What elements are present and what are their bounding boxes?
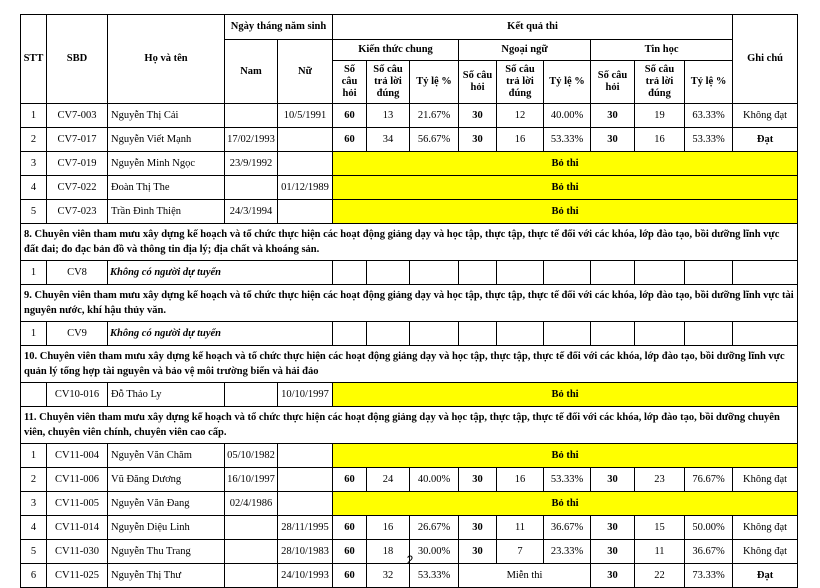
female-dob-cell bbox=[278, 468, 333, 492]
score-cell: 21.67% bbox=[410, 104, 459, 128]
stt-cell: 4 bbox=[21, 516, 47, 540]
score-cell: 23.33% bbox=[544, 540, 591, 564]
sbd-cell: CV7-003 bbox=[47, 104, 108, 128]
note-cell: Đạt bbox=[733, 564, 798, 588]
name-cell: Nguyễn Văn Chăm bbox=[108, 444, 225, 468]
score-cell: 56.67% bbox=[410, 128, 459, 152]
table-row bbox=[21, 516, 798, 540]
table-row bbox=[21, 492, 798, 516]
header-female: Nữ bbox=[278, 40, 333, 104]
header-male: Nam bbox=[225, 40, 278, 104]
score-cell: 60 bbox=[333, 128, 367, 152]
score-cell: 30 bbox=[591, 540, 635, 564]
female-dob-cell: 10/5/1991 bbox=[278, 104, 333, 128]
score-cell: 30 bbox=[459, 516, 497, 540]
score-cell: 53.33% bbox=[685, 128, 733, 152]
name-cell: Nguyễn Văn Đang bbox=[108, 492, 225, 516]
results-table bbox=[20, 14, 798, 588]
header-subject-it: Tin học bbox=[591, 40, 733, 61]
table-row bbox=[21, 383, 798, 407]
header-sbd: SBD bbox=[47, 15, 108, 104]
table-row bbox=[21, 176, 798, 200]
sbd-cell: CV7-017 bbox=[47, 128, 108, 152]
score-cell: 30 bbox=[591, 468, 635, 492]
score-cell: 60 bbox=[333, 468, 367, 492]
male-dob-cell bbox=[225, 516, 278, 540]
score-cell: 16 bbox=[497, 128, 544, 152]
stt-cell: 5 bbox=[21, 200, 47, 224]
female-dob-cell bbox=[278, 152, 333, 176]
sbd-cell: CV11-005 bbox=[47, 492, 108, 516]
female-dob-cell bbox=[278, 492, 333, 516]
score-cell: 60 bbox=[333, 564, 367, 588]
name-cell: Nguyễn Thị Thư bbox=[108, 564, 225, 588]
absent-cell: Bỏ thi bbox=[333, 176, 798, 200]
sbd-cell: CV8 bbox=[47, 261, 108, 285]
score-cell: 60 bbox=[333, 104, 367, 128]
score-cell: 30 bbox=[459, 128, 497, 152]
stt-cell: 3 bbox=[21, 492, 47, 516]
header-num-correct: Số câu trả lời đúng bbox=[635, 61, 685, 104]
female-dob-cell: 10/10/1997 bbox=[278, 383, 333, 407]
table-row bbox=[21, 128, 798, 152]
male-dob-cell bbox=[225, 383, 278, 407]
score-cell: 30 bbox=[591, 564, 635, 588]
table-row bbox=[21, 468, 798, 492]
stt-cell: 1 bbox=[21, 104, 47, 128]
absent-cell: Bỏ thi bbox=[333, 200, 798, 224]
header-num-correct: Số câu trả lời đúng bbox=[367, 61, 410, 104]
sbd-cell: CV11-025 bbox=[47, 564, 108, 588]
score-cell: 11 bbox=[497, 516, 544, 540]
score-cell: 16 bbox=[497, 468, 544, 492]
table-row bbox=[21, 444, 798, 468]
section-8-heading: 8. Chuyên viên tham mưu xây dựng kế hoạch và tổ chức thực hiện các hoạt động giảng dạy và học tập, thực tập, thực tế đối với các khóa, lớp đào tạo, bồi dưỡng lĩnh vực đất đai; đo đạc bản đồ và thông tin địa lý; địa chất và khoáng sản. bbox=[21, 224, 798, 261]
female-dob-cell bbox=[278, 128, 333, 152]
sbd-cell: CV11-014 bbox=[47, 516, 108, 540]
header-rate: Tỷ lệ % bbox=[544, 61, 591, 104]
stt-cell: 1 bbox=[21, 444, 47, 468]
score-cell: 30 bbox=[459, 468, 497, 492]
header-subject-language: Ngoại ngữ bbox=[459, 40, 591, 61]
header-dob: Ngày tháng năm sinh bbox=[225, 15, 333, 40]
male-dob-cell: 17/02/1993 bbox=[225, 128, 278, 152]
name-cell: Vũ Đăng Dương bbox=[108, 468, 225, 492]
header-note: Ghi chú bbox=[733, 15, 798, 104]
table-row bbox=[21, 104, 798, 128]
section-heading-row bbox=[21, 285, 798, 322]
score-cell: 76.67% bbox=[685, 468, 733, 492]
table-row bbox=[21, 564, 798, 588]
note-cell: Không đạt bbox=[733, 104, 798, 128]
stt-cell: 2 bbox=[21, 128, 47, 152]
sbd-cell: CV9 bbox=[47, 322, 108, 346]
male-dob-cell bbox=[225, 564, 278, 588]
score-cell: 24 bbox=[367, 468, 410, 492]
header-num-questions: Số câu hỏi bbox=[591, 61, 635, 104]
score-cell: 11 bbox=[635, 540, 685, 564]
header-result: Kết quả thi bbox=[333, 15, 733, 40]
score-cell: 7 bbox=[497, 540, 544, 564]
score-cell: 40.00% bbox=[410, 468, 459, 492]
score-cell: 63.33% bbox=[685, 104, 733, 128]
name-cell: Trần Đình Thiện bbox=[108, 200, 225, 224]
score-cell: 16 bbox=[635, 128, 685, 152]
note-cell: Không đạt bbox=[733, 540, 798, 564]
name-cell: Đoàn Thị The bbox=[108, 176, 225, 200]
table-row bbox=[21, 322, 798, 346]
female-dob-cell: 24/10/1993 bbox=[278, 564, 333, 588]
score-cell: 53.33% bbox=[544, 468, 591, 492]
male-dob-cell: 16/10/1997 bbox=[225, 468, 278, 492]
name-cell: Nguyễn Diệu Linh bbox=[108, 516, 225, 540]
header-name: Họ và tên bbox=[108, 15, 225, 104]
score-cell: 30 bbox=[591, 516, 635, 540]
section-11-heading: 11. Chuyên viên tham mưu xây dựng kế hoạch và tổ chức thực hiện các hoạt động giảng dạy và học tập, thực tập, thực tế đối với các khóa, lớp đào tạo, bồi dưỡng chuyên viên, chuyên viên chính, chuyên viên cao cấp. bbox=[21, 407, 798, 444]
score-cell: 32 bbox=[367, 564, 410, 588]
stt-cell: 1 bbox=[21, 261, 47, 285]
note-cell: Đạt bbox=[733, 128, 798, 152]
score-cell: 15 bbox=[635, 516, 685, 540]
name-cell: Nguyễn Viết Mạnh bbox=[108, 128, 225, 152]
page-number: 2 bbox=[406, 553, 414, 567]
score-cell: 30 bbox=[459, 104, 497, 128]
name-cell: Nguyễn Minh Ngọc bbox=[108, 152, 225, 176]
name-cell: Nguyễn Thị Cải bbox=[108, 104, 225, 128]
absent-cell: Bỏ thi bbox=[333, 492, 798, 516]
header-num-correct: Số câu trả lời đúng bbox=[497, 61, 544, 104]
male-dob-cell: 24/3/1994 bbox=[225, 200, 278, 224]
score-cell: 30.00% bbox=[410, 540, 459, 564]
female-dob-cell bbox=[278, 200, 333, 224]
no-candidates-cell: Không có người dự tuyển bbox=[108, 322, 333, 346]
header-num-questions: Số câu hỏi bbox=[333, 61, 367, 104]
score-cell: 16 bbox=[367, 516, 410, 540]
score-cell: 60 bbox=[333, 540, 367, 564]
score-cell: 40.00% bbox=[544, 104, 591, 128]
section-heading-row bbox=[21, 407, 798, 444]
score-cell: 53.33% bbox=[544, 128, 591, 152]
note-cell: Không đạt bbox=[733, 516, 798, 540]
no-candidates-cell: Không có người dự tuyển bbox=[108, 261, 333, 285]
female-dob-cell: 28/11/1995 bbox=[278, 516, 333, 540]
score-cell: 22 bbox=[635, 564, 685, 588]
stt-cell: 6 bbox=[21, 564, 47, 588]
female-dob-cell: 28/10/1983 bbox=[278, 540, 333, 564]
score-cell: 60 bbox=[333, 516, 367, 540]
stt-cell bbox=[21, 383, 47, 407]
table-row bbox=[21, 200, 798, 224]
section-heading-row bbox=[21, 346, 798, 383]
table-row bbox=[21, 261, 798, 285]
absent-cell: Bỏ thi bbox=[333, 383, 798, 407]
sbd-cell: CV11-004 bbox=[47, 444, 108, 468]
score-cell: 73.33% bbox=[685, 564, 733, 588]
male-dob-cell bbox=[225, 176, 278, 200]
absent-cell: Bỏ thi bbox=[333, 444, 798, 468]
header-rate: Tỷ lệ % bbox=[410, 61, 459, 104]
table-row bbox=[21, 152, 798, 176]
score-cell: 50.00% bbox=[685, 516, 733, 540]
male-dob-cell bbox=[225, 104, 278, 128]
female-dob-cell bbox=[278, 444, 333, 468]
header-rate: Tỷ lệ % bbox=[685, 61, 733, 104]
male-dob-cell: 23/9/1992 bbox=[225, 152, 278, 176]
name-cell: Nguyễn Thu Trang bbox=[108, 540, 225, 564]
exempt-cell: Miễn thi bbox=[459, 564, 591, 588]
sbd-cell: CV7-022 bbox=[47, 176, 108, 200]
male-dob-cell: 02/4/1986 bbox=[225, 492, 278, 516]
score-cell: 36.67% bbox=[544, 516, 591, 540]
score-cell: 36.67% bbox=[685, 540, 733, 564]
header-num-questions: Số câu hỏi bbox=[459, 61, 497, 104]
note-cell: Không đạt bbox=[733, 468, 798, 492]
section-9-heading: 9. Chuyên viên tham mưu xây dựng kế hoạch và tổ chức thực hiện các hoạt động giảng dạy và học tập, thực tập, thực tế đối với các khóa, lớp đào tạo, bồi dưỡng lĩnh vực tài nguyên nước, khí hậu thủy văn. bbox=[21, 285, 798, 322]
name-cell: Đỗ Thảo Ly bbox=[108, 383, 225, 407]
sbd-cell: CV11-006 bbox=[47, 468, 108, 492]
score-cell: 23 bbox=[635, 468, 685, 492]
score-cell: 19 bbox=[635, 104, 685, 128]
score-cell: 30 bbox=[459, 540, 497, 564]
score-cell: 53.33% bbox=[410, 564, 459, 588]
sbd-cell: CV7-023 bbox=[47, 200, 108, 224]
stt-cell: 4 bbox=[21, 176, 47, 200]
stt-cell: 3 bbox=[21, 152, 47, 176]
stt-cell: 1 bbox=[21, 322, 47, 346]
stt-cell: 5 bbox=[21, 540, 47, 564]
female-dob-cell: 01/12/1989 bbox=[278, 176, 333, 200]
male-dob-cell: 05/10/1982 bbox=[225, 444, 278, 468]
header-subject-general: Kiến thức chung bbox=[333, 40, 459, 61]
score-cell: 30 bbox=[591, 128, 635, 152]
stt-cell: 2 bbox=[21, 468, 47, 492]
score-cell: 13 bbox=[367, 104, 410, 128]
sbd-cell: CV11-030 bbox=[47, 540, 108, 564]
sbd-cell: CV10-016 bbox=[47, 383, 108, 407]
score-cell: 18 bbox=[367, 540, 410, 564]
header-stt: STT bbox=[21, 15, 47, 104]
score-cell: 34 bbox=[367, 128, 410, 152]
section-10-heading: 10. Chuyên viên tham mưu xây dựng kế hoạch và tổ chức thực hiện các hoạt động giảng dạy và học tập, thực tập, thực tế đối với các khóa, lớp đào tạo, bồi dưỡng lĩnh vực quản lý tổng hợp tài nguyên và bảo vệ môi trường biển và hải đảo bbox=[21, 346, 798, 383]
sbd-cell: CV7-019 bbox=[47, 152, 108, 176]
section-heading-row bbox=[21, 224, 798, 261]
absent-cell: Bỏ thi bbox=[333, 152, 798, 176]
score-cell: 30 bbox=[591, 104, 635, 128]
score-cell: 12 bbox=[497, 104, 544, 128]
score-cell: 26.67% bbox=[410, 516, 459, 540]
